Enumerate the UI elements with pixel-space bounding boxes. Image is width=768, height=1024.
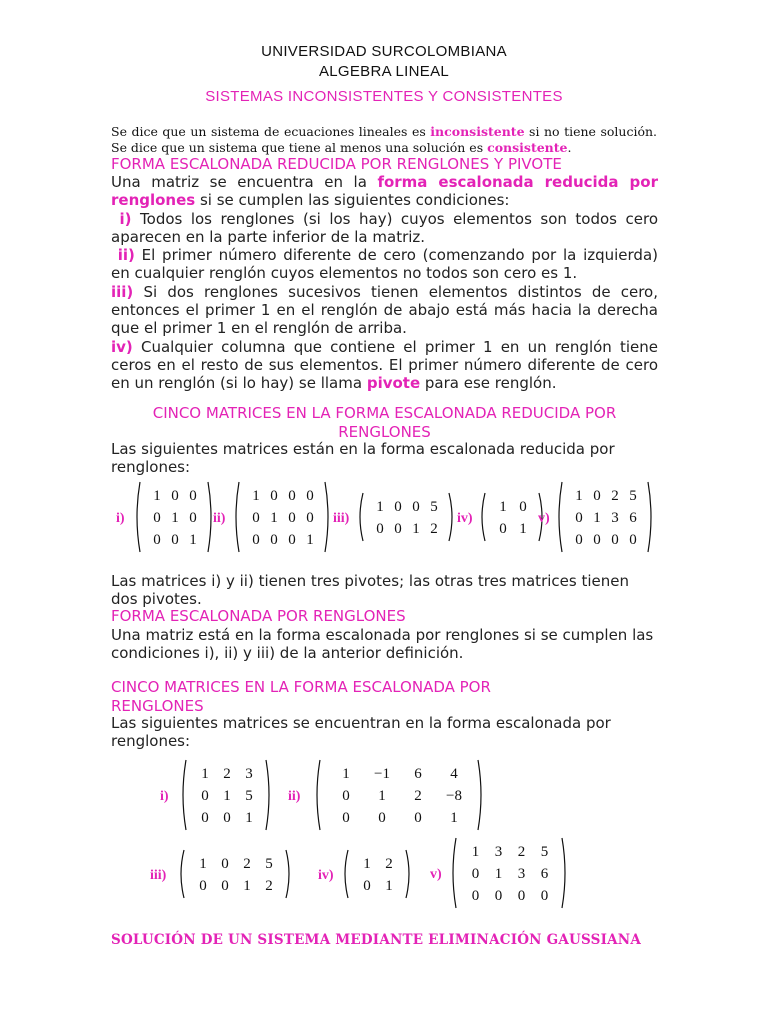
left-paren [453,838,456,908]
matrix-entry: 0 [519,498,527,515]
matrix [457,493,542,541]
matrix-entry: 1 [153,487,161,504]
matrix-entry: 5 [265,855,273,872]
matrix-entry: 2 [611,487,619,504]
matrix-entry: 2 [265,877,273,894]
matrix-entry: 2 [243,855,251,872]
right-paren [406,850,409,898]
matrix-label: ii) [288,789,301,804]
term-forma-escalonada: forma escalonada reducida por renglones [111,173,658,210]
matrix-entry: 0 [471,887,480,904]
matrix-entry: 0 [201,787,209,804]
matrix-entry: 0 [270,487,278,504]
matrix-entry: 1 [199,855,207,872]
matrix-entry: 0 [252,531,260,548]
matrix-entry: 5 [245,787,253,804]
right-paren [478,760,481,830]
matrix [288,760,481,830]
matrix-entry: 0 [499,520,507,537]
matrix-entry: 0 [394,520,402,537]
matrix-entry: 1 [575,487,583,504]
matrix-entry: 0 [378,809,386,826]
matrix-entry: 0 [288,487,296,504]
matrix [150,850,289,898]
matrix-entry: 6 [414,765,422,782]
intro-text: . [567,140,572,155]
left-paren [137,482,140,552]
matrix-entry: 0 [629,531,637,548]
pivot-note: Las matrices i) y ii) tienen tres pivotes; las otras tres matrices tienen dos pivotes. [111,572,629,609]
matrix-entry: 2 [430,520,438,537]
matrix-entry: 1 [189,531,197,548]
matrix-entry: 0 [376,520,384,537]
matrix-entry: 1 [252,487,260,504]
matrix-entry: 3 [494,843,503,860]
section-intro: Las siguientes matrices están en la forma escalonada reducida por renglones: [111,440,615,477]
matrix [430,838,565,908]
left-paren [482,493,485,541]
matrix-entry: 2 [223,765,231,782]
matrix-entry: 0 [540,887,549,904]
matrix-entry: 1 [471,843,480,860]
matrix-entry: 5 [430,498,438,515]
matrix-entry: 3 [245,765,253,782]
condition-iii: iii) Si dos renglones sucesivos tienen elementos distintos de cero, entonces el primer 1 en el renglón de abajo está más hacia la derecha que el primer 1 en el renglón de arriba. [111,282,658,338]
matrix-entry: 1 [171,509,179,526]
matrix-label: iii) [333,511,350,526]
matrix-label: iii) [150,868,167,883]
matrix-entry: 0 [153,531,161,548]
matrix-entry: 6 [540,865,549,882]
left-paren [559,482,562,552]
right-paren [266,760,269,830]
matrix-entry: 0 [517,887,526,904]
matrix-entry: 0 [394,498,402,515]
matrix-entry: 0 [201,809,209,826]
definition-intro: Una matriz se encuentra en la forma escalonada reducida por renglones si se cumplen las siguientes condiciones: [111,173,658,210]
matrix-label: iv) [457,511,473,526]
row-echelon-matrices-figure [140,756,580,916]
matrix-entry: −1 [374,765,390,782]
matrix-entry: 4 [450,765,458,782]
matrix-entry: 3 [611,509,619,526]
matrix-entry: 0 [221,855,229,872]
matrix-entry: −8 [446,787,462,804]
matrix-entry: 0 [342,787,350,804]
left-paren [183,760,186,830]
matrix-entry: 1 [519,520,527,537]
matrix-entry: 6 [629,509,637,526]
matrix-entry: 1 [593,509,601,526]
matrix-entry: 0 [611,531,619,548]
matrix [116,482,211,552]
matrix-entry: 0 [223,809,231,826]
matrix-entry: 1 [245,809,253,826]
matrix-entry: 0 [171,531,179,548]
intro-paragraph [111,124,657,156]
matrix-entry: 0 [342,809,350,826]
topic-title: SISTEMAS INCONSISTENTES Y CONSISTENTES [205,88,563,105]
university-title: UNIVERSIDAD SURCOLOMBIANA [261,43,507,60]
matrix-entry: 0 [363,877,371,894]
right-paren [562,838,565,908]
matrix-entry: 2 [517,843,526,860]
matrix-entry: 1 [494,865,503,882]
matrix-entry: 0 [171,487,179,504]
matrix-entry: 1 [412,520,420,537]
right-paren [286,850,289,898]
matrix-label: i) [116,511,125,526]
matrix-entry: 1 [201,765,209,782]
left-paren [345,850,348,898]
matrix [538,482,651,552]
matrix-entry: 0 [575,531,583,548]
reduced-matrices-figure [100,478,660,558]
matrix-entry: 0 [221,877,229,894]
right-paren [648,482,651,552]
section-heading: FORMA ESCALONADA REDUCIDA POR RENGLONES Y PIVOTE [111,155,562,173]
matrix-entry: 1 [306,531,314,548]
matrix-entry: 0 [593,531,601,548]
term-consistente: consistente [487,140,568,155]
left-paren [360,493,363,541]
matrix-entry: 0 [412,498,420,515]
intro-text: Se dice que un sistema de ecuaciones lineales es [111,124,431,139]
matrix-entry: 3 [517,865,526,882]
term-pivote: pivote [366,374,421,393]
left-paren [317,760,320,830]
matrix-label: iv) [318,868,334,883]
matrix-entry: 1 [450,809,458,826]
right-paren [325,482,328,552]
matrix [318,850,409,898]
matrix-entry: 0 [494,887,503,904]
condition-i: i) Todos los renglones (si los hay) cuyos elementos son todos cero aparecen en la parte inferior de la matriz. [111,209,658,246]
matrix-entry: 1 [376,498,384,515]
section-heading: CINCO MATRICES EN LA FORMA ESCALONADA REDUCIDA POR RENGLONES [152,404,617,441]
matrix [333,493,452,541]
matrix-entry: 2 [385,855,393,872]
matrix-entry: 0 [414,809,422,826]
matrix-entry: 0 [189,509,197,526]
matrix-entry: 1 [243,877,251,894]
matrix-entry: 1 [270,509,278,526]
matrix-entry: 1 [378,787,386,804]
matrix [160,760,269,830]
matrix-label: v) [430,867,442,882]
matrix-entry: 0 [288,509,296,526]
matrix-label: ii) [213,511,226,526]
matrix-entry: 0 [252,509,260,526]
right-paren [449,493,452,541]
matrix-entry: 5 [540,843,549,860]
condition-ii: ii) El primer número diferente de cero (comenzando por la izquierda) en cualquier renglón cuyos elementos no todos son cero es 1. [111,246,658,283]
section-heading: CINCO MATRICES EN LA FORMA ESCALONADA POR RENGLONES [111,678,491,715]
right-paren [208,482,211,552]
matrix-entry: 1 [385,877,393,894]
matrix [213,482,328,552]
matrix-entry: 0 [306,487,314,504]
matrix-entry: 0 [153,509,161,526]
left-paren [181,850,184,898]
section-intro: Las siguientes matrices se encuentran en la forma escalonada por renglones: [111,714,611,751]
matrix-entry: 1 [223,787,231,804]
matrix-label: v) [538,511,550,526]
term-inconsistente: inconsistente [430,124,525,139]
matrix-entry: 0 [575,509,583,526]
intro-text: si no tiene solución. Se dice que un sistema que tiene al menos una solución es [111,124,657,155]
matrix-entry: 2 [414,787,422,804]
matrix-entry: 0 [199,877,207,894]
matrix-entry: 1 [342,765,350,782]
definition-block [111,173,658,393]
section-heading: FORMA ESCALONADA POR RENGLONES [111,607,406,625]
matrix-entry: 0 [288,531,296,548]
matrix-entry: 5 [629,487,637,504]
condition-iv: iv) Cualquier columna que contiene el primer 1 en un renglón tiene ceros en el resto de sus elementos. El primer número diferente de cero en un renglón (si lo hay) se llama pivote para ese renglón. [111,337,658,393]
section-text: Una matriz está en la forma escalonada por renglones si se cumplen las condiciones i), ii) y iii) de la anterior definición. [111,626,654,663]
matrix-entry: 0 [593,487,601,504]
matrix-entry: 0 [306,509,314,526]
matrix-entry: 1 [363,855,371,872]
matrix-entry: 0 [471,865,480,882]
matrix-entry: 1 [499,498,507,515]
left-paren [236,482,239,552]
matrix-label: i) [160,789,169,804]
matrix-entry: 0 [189,487,197,504]
section-heading: SOLUCIÓN DE UN SISTEMA MEDIANTE ELIMINACIÓN GAUSSIANA [111,932,641,948]
matrix-entry: 0 [270,531,278,548]
course-title: ALGEBRA LINEAL [318,63,450,80]
